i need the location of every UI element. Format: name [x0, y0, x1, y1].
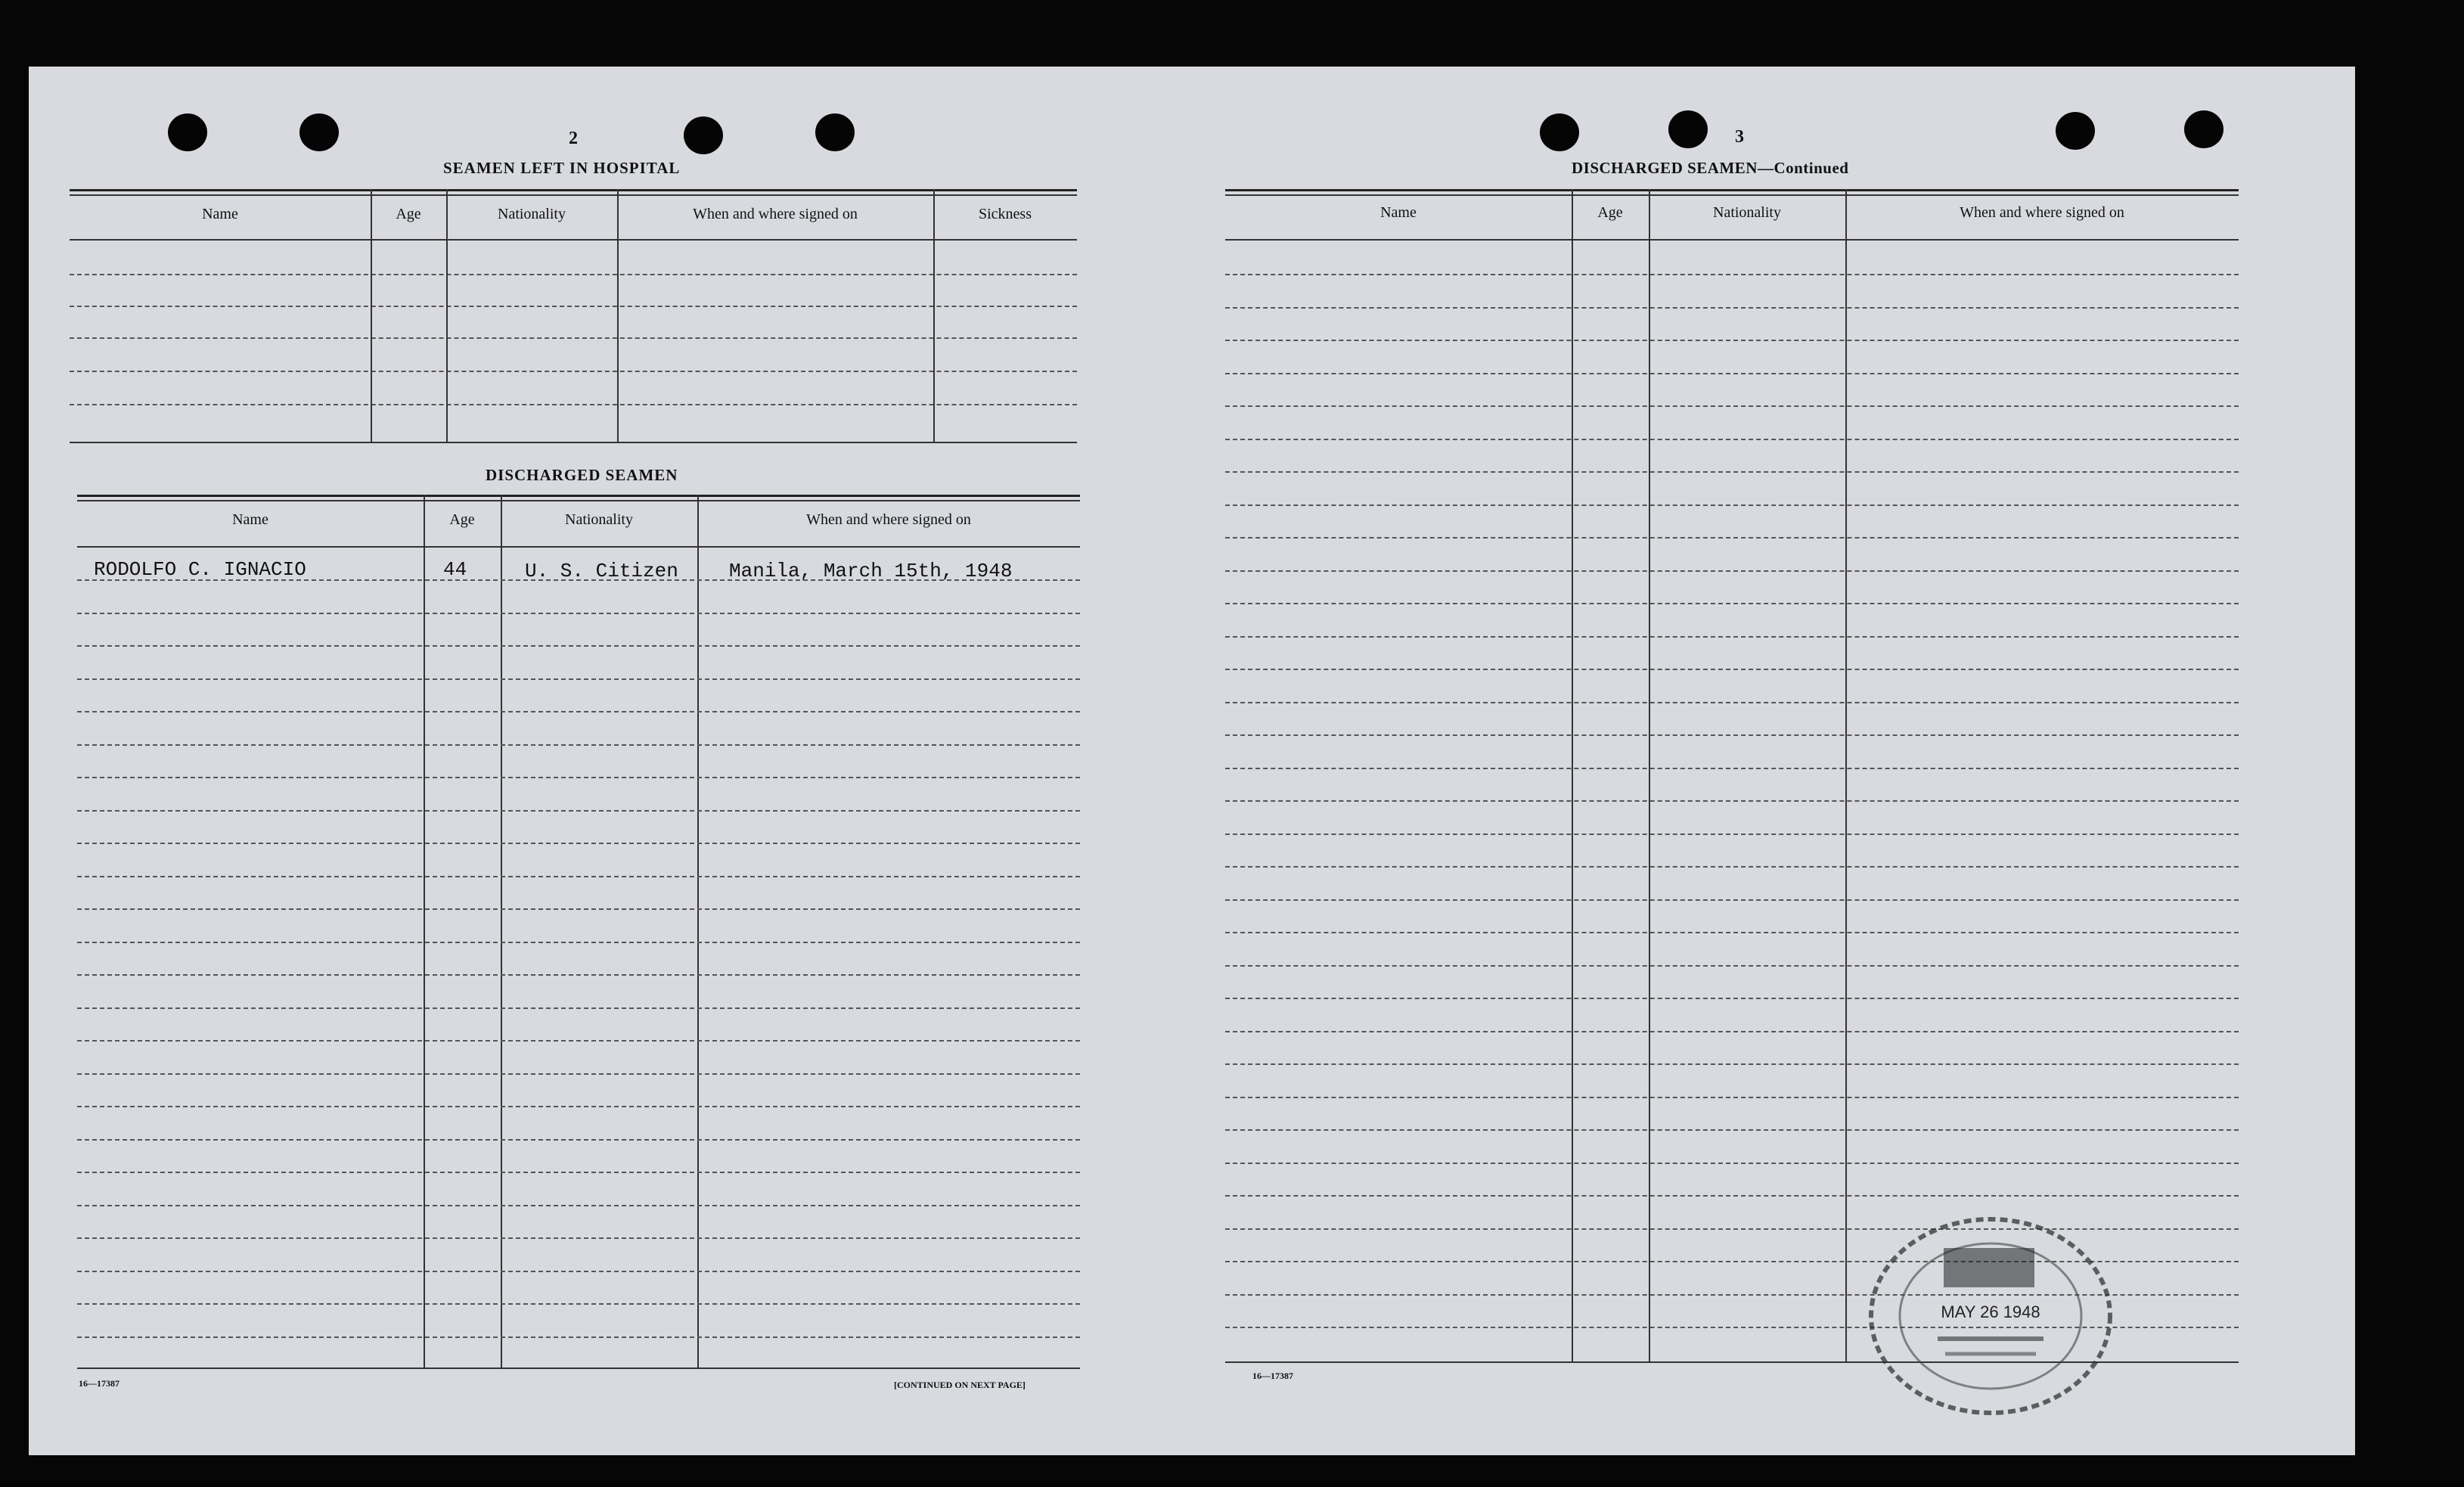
ruled-line [1225, 800, 2239, 802]
customs-stamp [1862, 1210, 2118, 1423]
stamp-date: MAY 26 1948 [1941, 1302, 2040, 1321]
hospital-section-title: SEAMEN LEFT IN HOSPITAL [443, 159, 681, 177]
ruled-line [77, 1106, 1080, 1107]
punch-hole [815, 113, 855, 151]
col-header-signed-on: When and where signed on [693, 206, 858, 222]
ruled-line [77, 777, 1080, 778]
ruled-line [77, 678, 1080, 680]
col-header-age: Age [1597, 204, 1623, 221]
ruled-line [77, 974, 1080, 976]
ruled-line [1225, 471, 2239, 473]
ruled-line [77, 1271, 1080, 1272]
col-header-name: Name [202, 206, 238, 222]
ruled-line [77, 1205, 1080, 1206]
ruled-line [1225, 1129, 2239, 1131]
punch-hole [1540, 113, 1579, 151]
ruled-line [77, 744, 1080, 746]
ruled-line [77, 876, 1080, 877]
ruled-line [1225, 570, 2239, 572]
col-header-name: Name [232, 511, 268, 528]
col-header-sickness: Sickness [979, 206, 1032, 222]
ruled-line [77, 843, 1080, 844]
ruled-line [77, 1237, 1080, 1239]
seaman-age: 44 [443, 558, 467, 581]
ruled-line [1225, 504, 2239, 506]
form-number-right: 16—17387 [1252, 1371, 1293, 1381]
ruled-line [1225, 537, 2239, 539]
col-header-signed-on: When and where signed on [806, 511, 971, 528]
continued-note: [CONTINUED ON NEXT PAGE] [894, 1380, 1026, 1390]
ruled-line [1225, 1063, 2239, 1065]
ruled-line [1225, 768, 2239, 769]
ruled-line [77, 1073, 1080, 1075]
discharged-table-right [1225, 189, 2239, 1369]
ruled-line [1225, 405, 2239, 407]
ruled-line [1225, 1031, 2239, 1032]
ruled-line [1225, 834, 2239, 835]
col-header-nationality: Nationality [565, 511, 633, 528]
seaman-nationality: U. S. Citizen [525, 560, 678, 582]
punch-hole [2056, 112, 2095, 150]
form-number-left: 16—17387 [79, 1378, 119, 1389]
seaman-signed-on: Manila, March 15th, 1948 [729, 560, 1013, 582]
ruled-line [77, 1139, 1080, 1141]
ruled-line [77, 942, 1080, 943]
col-header-age: Age [396, 206, 421, 222]
col-header-signed-on: When and where signed on [1960, 204, 2124, 221]
ruled-line [1225, 373, 2239, 374]
col-header-nationality: Nationality [1713, 204, 1781, 221]
punch-hole [684, 116, 723, 154]
col-header-nationality: Nationality [498, 206, 566, 222]
ruled-line [77, 908, 1080, 910]
ruled-line [1225, 1163, 2239, 1164]
discharged-table-left [77, 495, 1080, 1372]
ruled-line [1225, 439, 2239, 440]
page-number-right: 3 [1735, 127, 1744, 147]
ruled-line [77, 1172, 1080, 1173]
ruled-line [1225, 734, 2239, 736]
discharged-section-title: DISCHARGED SEAMEN [486, 466, 678, 484]
punch-hole [168, 113, 207, 151]
ruled-line [77, 1303, 1080, 1305]
ruled-line [1225, 1097, 2239, 1098]
ruled-line [1225, 669, 2239, 670]
ruled-line [1225, 307, 2239, 309]
ruled-line [1225, 636, 2239, 638]
col-header-name: Name [1380, 204, 1417, 221]
punch-hole [1668, 110, 1708, 148]
ruled-line [1225, 998, 2239, 999]
ruled-line [77, 1336, 1080, 1338]
ruled-line [1225, 932, 2239, 933]
right-section-title: DISCHARGED SEAMEN—Continued [1572, 159, 1849, 177]
ruled-line [1225, 899, 2239, 901]
ruled-line [77, 711, 1080, 712]
ruled-line [77, 1040, 1080, 1042]
ruled-line [1225, 866, 2239, 868]
punch-hole [2184, 110, 2223, 148]
ruled-line [1225, 1195, 2239, 1197]
ruled-line [1225, 340, 2239, 341]
ruled-line [77, 810, 1080, 812]
ruled-line [1225, 274, 2239, 275]
col-header-age: Age [449, 511, 475, 528]
punch-hole [299, 113, 339, 151]
page-number-left: 2 [569, 129, 578, 148]
seaman-name: RODOLFO C. IGNACIO [94, 558, 306, 581]
ruled-line [77, 645, 1080, 647]
ruled-line [1225, 603, 2239, 604]
ruled-line [77, 1007, 1080, 1009]
ruled-line [77, 613, 1080, 614]
ruled-line [1225, 702, 2239, 703]
hospital-table [70, 189, 1077, 446]
ruled-line [1225, 965, 2239, 967]
